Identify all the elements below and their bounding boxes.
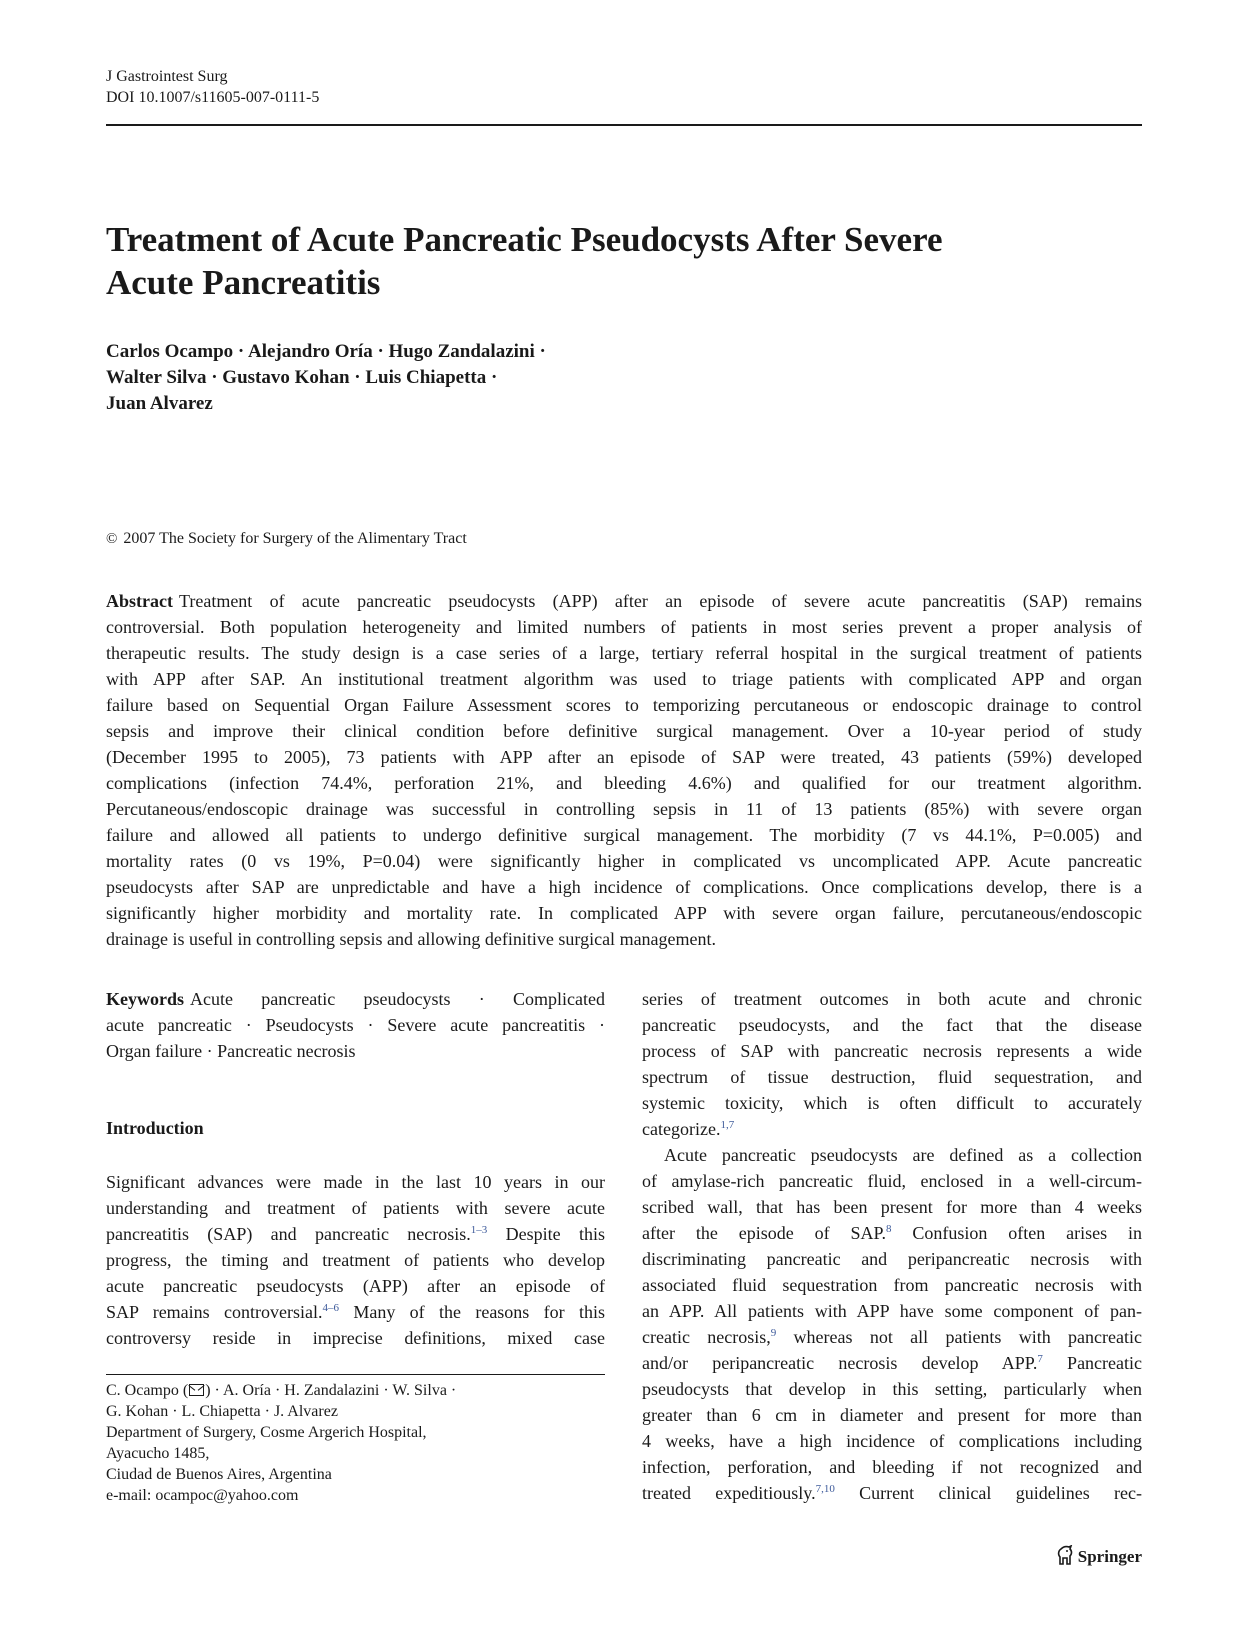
right-line: discriminating pancreatic and peripancreatic necrosis with [642,1249,1142,1269]
footnote-authors: G. Kohan · L. Chiapetta · J. Alvarez [106,1403,338,1420]
right-line: process of SAP with pancreatic necrosis represents a wide [642,1041,1142,1061]
right-line: Acute pancreatic pseudocysts are defined as a collection [664,1145,1142,1165]
intro-line: pancreatitis (SAP) and pancreatic necrosis.$^{1-3}$ Despite this [106,1224,605,1244]
introduction-body [106,1169,605,1351]
keywords-label: Keywords [106,989,184,1009]
citation-ref[interactable]: 8 [886,1223,892,1235]
abstract-line: failure based on Sequential Organ Failure Assessment scores to temporizing percutaneous or endoscopic drainage to control [106,695,1142,715]
abstract-line: significantly higher morbidity and mortality rate. In complicated APP with severe organ failure, percutaneous/endoscopic [106,903,1142,923]
envelope-icon [189,1384,204,1396]
keywords-line: acute pancreatic · Pseudocysts · Severe acute pancreatitis · [106,1015,605,1035]
copyright-text: 2007 The Society for Surgery of the Alimentary Tract [123,530,467,547]
right-line: of amylase-rich pancreatic fluid, enclosed in a well-circum- [642,1171,1142,1191]
introduction-heading: Introduction [106,1118,204,1138]
keywords-line: Keywords Acute pancreatic pseudocysts · Complicated [106,989,605,1009]
footnote-rule [106,1374,605,1375]
abstract-line: controversial. Both population heterogeneity and limited numbers of patients in most series prevent a proper analysis of [106,617,1142,637]
keywords-line: Organ failure · Pancreatic necrosis [106,1041,356,1061]
right-line: series of treatment outcomes in both acute and chronic [642,989,1142,1009]
abstract-line: mortality rates (0 vs 19%, P=0.04) were significantly higher in complicated vs uncomplicated APP. Acute pancreatic [106,851,1142,871]
intro-line: progress, the timing and treatment of patients who develop [106,1250,605,1270]
abstract-line: with APP after SAP. An institutional treatment algorithm was used to triage patients with complicated APP and organ [106,669,1142,689]
abstract-line: drainage is useful in controlling sepsis and allowing definitive surgical management. [106,929,717,949]
journal-header [106,66,319,108]
copyright-symbol: © [106,531,118,547]
affiliation-footnote [106,1380,456,1506]
right-line: an APP. All patients with APP have some component of pan- [642,1301,1142,1321]
right-line: associated fluid sequestration from pancreatic necrosis with [642,1275,1142,1295]
abstract-line: pseudocysts after SAP are unpredictable and have a high incidence of complications. Once complications develop, there is a [106,877,1142,897]
article-title [106,218,1142,304]
footnote-street: Ayacucho 1485, [106,1445,210,1462]
right-line: 4 weeks, have a high incidence of complications including [642,1431,1142,1451]
footnote-authors: C. Ocampo ( ) · A. Oría · H. Zandalazini · W. Silva · [106,1382,457,1399]
abstract-label: Abstract [106,591,173,611]
abstract [106,588,1142,952]
citation-ref[interactable]: 7,10 [815,1483,835,1495]
citation-ref[interactable]: 4–6 [322,1302,339,1314]
right-line: greater than 6 cm in diameter and present for more than [642,1405,1142,1425]
publisher-name: Springer [1077,1547,1142,1566]
right-line: pancreatic pseudocysts, and the fact that the disease [642,1015,1142,1035]
right-line: infection, perforation, and bleeding if not recognized and [642,1457,1142,1477]
citation-ref[interactable]: 7 [1037,1353,1043,1365]
footnote-email[interactable]: e-mail: ocampoc@yahoo.com [106,1487,299,1504]
citation-ref[interactable]: 1,7 [720,1119,735,1131]
author-list [106,339,546,417]
right-line: scribed wall, that has been present for more than 4 weeks [642,1197,1142,1217]
header-rule [106,124,1142,126]
intro-line: controversy reside in imprecise definitions, mixed case [106,1328,605,1348]
title-line: Acute Pancreatitis [106,263,381,302]
journal-name: J Gastrointest Surg [106,68,228,85]
publisher-logo [1056,1545,1142,1568]
citation-ref[interactable]: 1–3 [470,1224,488,1236]
right-line: treated expeditiously.$^{7,10}$ Current clinical guidelines rec- [642,1483,1142,1503]
doi[interactable]: DOI 10.1007/s11605-007-0111-5 [106,89,320,106]
footnote-department: Department of Surgery, Cosme Argerich Hospital, [106,1424,427,1441]
keywords [106,986,605,1064]
abstract-line: failure and allowed all patients to undergo definitive surgical management. The morbidity (7 vs 44.1%, P=0.005) and [106,825,1142,845]
right-line: spectrum of tissue destruction, fluid sequestration, and [642,1067,1142,1087]
copyright-notice [106,528,467,550]
footnote-city: Ciudad de Buenos Aires, Argentina [106,1466,332,1483]
abstract-line: complications (infection 74.4%, perforation 21%, and bleeding 4.6%) and qualified for our treatment algorithm. [106,773,1142,793]
abstract-line: Abstract Treatment of acute pancreatic pseudocysts (APP) after an episode of severe acute pancreatitis (SAP) remains [106,591,1142,611]
right-column-body [642,986,1142,1506]
right-line: after the episode of SAP.$^8$ Confusion often arises in [642,1223,1142,1243]
citation-ref[interactable]: 9 [770,1327,777,1339]
author-line: Juan Alvarez [106,393,213,414]
abstract-line: therapeutic results. The study design is a case series of a large, tertiary referral hospital in the surgical treatment of patients [106,643,1142,663]
intro-line: understanding and treatment of patients with severe acute [106,1198,605,1218]
intro-line: SAP remains controversial.$^{4-6}$ Many of the reasons for this [106,1302,605,1322]
abstract-line: Percutaneous/endoscopic drainage was successful in controlling sepsis in 11 of 13 patients (85%) with severe organ [106,799,1142,819]
right-line: and/or peripancreatic necrosis develop APP.$^7$ Pancreatic [642,1353,1143,1373]
right-line: creatic necrosis,$^9$ whereas not all patients with pancreatic [642,1327,1142,1347]
right-line: pseudocysts that develop in this setting, particularly when [642,1379,1142,1399]
right-line: systemic toxicity, which is often difficult to accurately [642,1093,1142,1113]
intro-line: Significant advances were made in the last 10 years in our [106,1172,605,1192]
title-line: Treatment of Acute Pancreatic Pseudocysts After Severe [106,220,943,259]
author-line: Walter Silva · Gustavo Kohan · Luis Chiapetta · [106,367,498,388]
right-line: categorize.$^{1,7}$ [642,1119,735,1139]
abstract-line: sepsis and improve their clinical condition before definitive surgical management. Over a 10-year period of study [106,721,1142,741]
intro-line: acute pancreatic pseudocysts (APP) after an episode of [106,1276,605,1296]
abstract-line: (December 1995 to 2005), 73 patients with APP after an episode of SAP were treated, 43 patients (59%) developed [106,747,1142,767]
author-line: Carlos Ocampo · Alejandro Oría · Hugo Zandalazini · [106,341,546,362]
springer-horse-icon [1056,1545,1074,1565]
